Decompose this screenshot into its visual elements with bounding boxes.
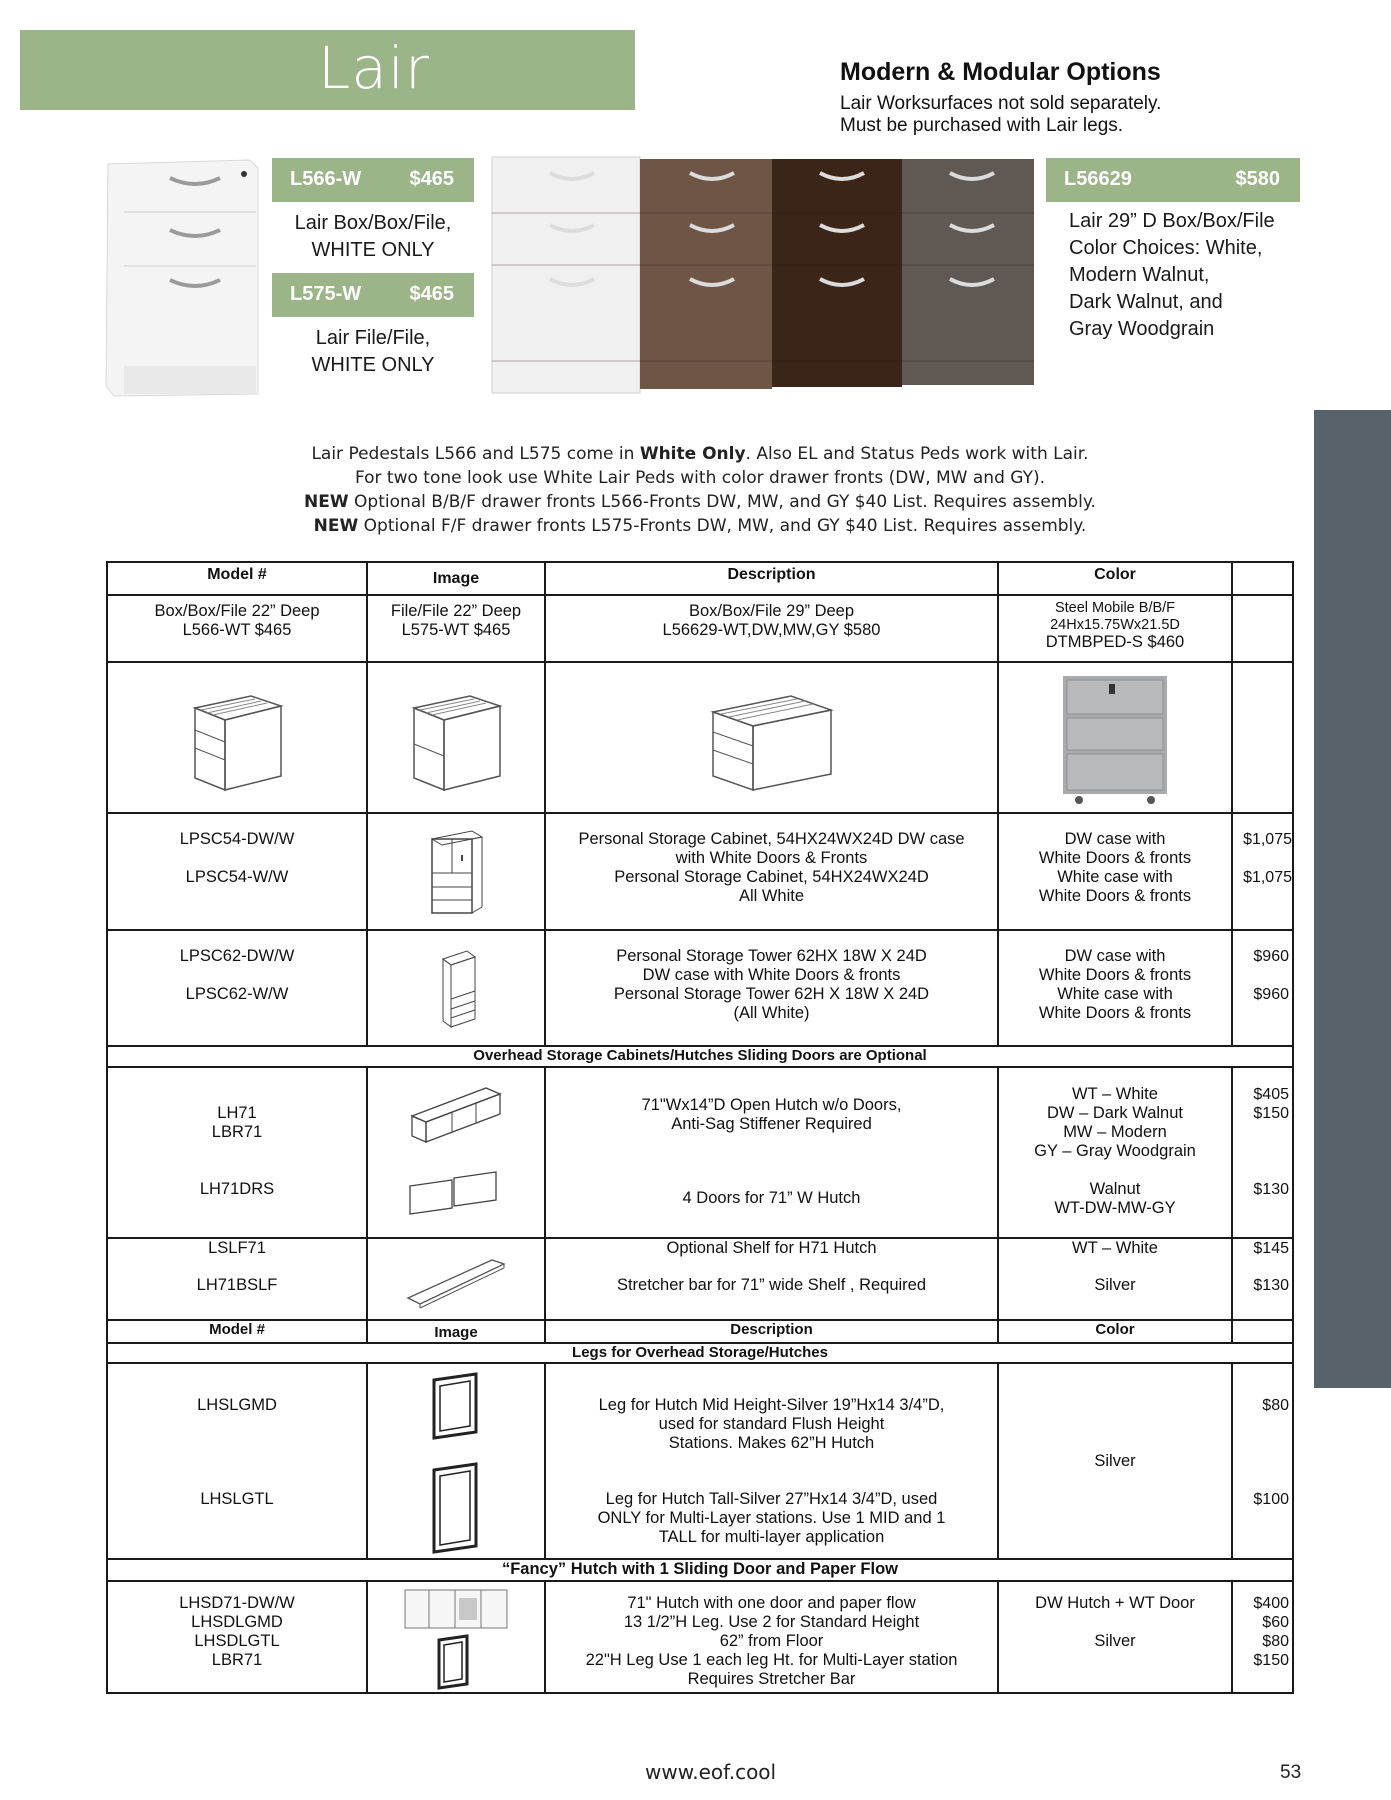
description-line: DW case with White Doors & fronts xyxy=(642,966,901,984)
description-line: Requires Stretcher Bar xyxy=(687,1670,856,1688)
description-line: 71"Wx14”D Open Hutch w/o Doors, xyxy=(641,1096,902,1114)
model-number: LHSD71-DW/W xyxy=(179,1594,295,1612)
ped-cell-1 xyxy=(107,595,367,662)
model-number: LBR71 xyxy=(211,1123,263,1141)
image-cell xyxy=(367,662,545,813)
price-value: $1,075 xyxy=(1243,869,1292,886)
price-cell xyxy=(1232,1238,1293,1320)
model-number: LHSLGMD xyxy=(197,1396,277,1414)
header-color: Color xyxy=(998,562,1232,595)
color-line: Silver xyxy=(1094,1632,1136,1650)
color-cell xyxy=(998,1581,1232,1693)
price-cell xyxy=(1232,1581,1293,1693)
color-line: Walnut xyxy=(1089,1180,1141,1198)
header-price xyxy=(1232,562,1293,595)
description-line: 13 1/2”H Leg. Use 2 for Standard Height xyxy=(623,1613,920,1631)
price-value: $130 xyxy=(1253,1181,1289,1198)
color-line: White case with xyxy=(1057,868,1173,886)
description-line: Personal Storage Tower 62H X 18W X 24D xyxy=(613,985,930,1003)
header-description: Description xyxy=(545,1320,998,1343)
color-line: MW – Modern xyxy=(1063,1123,1167,1141)
color-line: Silver xyxy=(1094,1276,1136,1294)
price-value: $60 xyxy=(1262,1614,1289,1631)
description-cell xyxy=(545,930,998,1046)
description-line: Optional Shelf for H71 Hutch xyxy=(666,1239,877,1257)
product-desc-line: WHITE ONLY xyxy=(311,354,435,376)
ped-cell-3 xyxy=(545,595,998,662)
product-desc-line: Gray Woodgrain xyxy=(1069,318,1215,340)
model-cell xyxy=(107,1363,367,1559)
model-number: LBR71 xyxy=(211,1651,263,1669)
cell-line: File/File 22” Deep xyxy=(390,602,522,620)
product-desc-line: Lair Box/Box/File, xyxy=(294,212,452,234)
model-number: LHSDLGTL xyxy=(194,1632,280,1650)
color-line: White case with xyxy=(1057,985,1173,1003)
color-line: GY – Gray Woodgrain xyxy=(1034,1142,1196,1160)
section-band-row xyxy=(107,1559,1293,1581)
table-header-row xyxy=(107,1320,1293,1343)
section-band-row xyxy=(107,1343,1293,1363)
image-cell xyxy=(545,662,998,813)
price-value: $150 xyxy=(1253,1652,1289,1669)
description-line: Anti-Sag Stiffener Required xyxy=(671,1115,872,1133)
options-line-1: Lair Worksurfaces not sold separately. xyxy=(840,93,1162,114)
product-desc-line: Modern Walnut, xyxy=(1069,264,1210,286)
product-code-l575: L575-W xyxy=(290,283,362,305)
cell-line: 24Hx15.75Wx21.5D xyxy=(1050,617,1180,633)
product-code-l56629: L56629 xyxy=(1064,168,1132,190)
options-heading: Modern & Modular Options xyxy=(840,58,1161,86)
model-cell xyxy=(107,930,367,1046)
price-bar-l56629 xyxy=(1046,158,1300,202)
model-number: LH71BSLF xyxy=(196,1276,278,1294)
color-line: White Doors & fronts xyxy=(1038,849,1192,867)
description-line: Stations. Makes 62”H Hutch xyxy=(668,1434,875,1452)
product-price-l575: $465 xyxy=(409,283,454,305)
file-file-drawing xyxy=(408,690,504,794)
intro-text: Optional F/F drawer fronts L575-Fronts DW, MW, and GY $40 List. Requires assembly. xyxy=(358,516,1087,536)
box-box-file-drawing xyxy=(189,690,285,794)
page-title: Lair xyxy=(318,34,430,102)
color-line: WT-DW-MW-GY xyxy=(1054,1199,1176,1217)
table-row xyxy=(107,1238,1293,1320)
table-row xyxy=(107,930,1293,1046)
product-desc-l575 xyxy=(272,325,474,379)
model-number: LH71DRS xyxy=(199,1180,275,1198)
price-value: $130 xyxy=(1253,1277,1289,1294)
options-line-2: Must be purchased with Lair legs. xyxy=(840,115,1124,136)
fancy-hutch-drawing xyxy=(401,1584,511,1692)
model-cell xyxy=(107,1581,367,1693)
cell-line: L566-WT $465 xyxy=(182,621,292,639)
table-row-images xyxy=(107,662,1293,813)
cell-line: L56629-WT,DW,MW,GY $580 xyxy=(662,621,881,639)
price-bar-l575 xyxy=(272,273,474,317)
product-desc-line: Color Choices: White, xyxy=(1069,237,1263,259)
price-value: $80 xyxy=(1262,1633,1289,1650)
product-desc-l566 xyxy=(272,210,474,264)
description-cell xyxy=(545,1363,998,1559)
description-line: Leg for Hutch Tall-Silver 27”Hx14 3/4”D, used xyxy=(605,1490,938,1508)
description-line: with White Doors & Fronts xyxy=(675,849,868,867)
deep-box-box-file-drawing xyxy=(707,690,837,794)
fancy-hutch-band: “Fancy” Hutch with 1 Sliding Door and Paper Flow xyxy=(107,1559,1293,1581)
model-number: LPSC62-DW/W xyxy=(179,947,295,965)
hutch-and-doors-drawing xyxy=(406,1068,506,1228)
model-number: LPSC54-W/W xyxy=(185,868,289,886)
white-pedestal-photo xyxy=(100,156,262,402)
color-cell xyxy=(998,1067,1232,1238)
color-pedestals-photo xyxy=(490,155,1042,400)
description-line: Leg for Hutch Mid Height-Silver 19”Hx14 3/4”D, xyxy=(598,1396,945,1414)
product-desc-line: Lair File/File, xyxy=(315,327,431,349)
intro-text: . Also EL and Status Peds work with Lair. xyxy=(745,444,1089,464)
header-color: Color xyxy=(998,1320,1232,1343)
legs-band: Legs for Overhead Storage/Hutches xyxy=(107,1343,1293,1363)
description-line: used for standard Flush Height xyxy=(658,1415,885,1433)
price-cell xyxy=(1232,1363,1293,1559)
price-table xyxy=(106,561,1294,1694)
color-line: WT – White xyxy=(1072,1239,1158,1257)
product-desc-line: WHITE ONLY xyxy=(311,239,435,261)
table-row xyxy=(107,1363,1293,1559)
model-number: LHSDLGMD xyxy=(191,1613,283,1631)
color-cell xyxy=(998,1238,1232,1320)
model-cell xyxy=(107,813,367,930)
color-cell xyxy=(998,1363,1232,1559)
intro-line-4 xyxy=(110,516,1290,536)
model-cell xyxy=(107,1067,367,1238)
color-line: White Doors & fronts xyxy=(1038,966,1192,984)
image-cell xyxy=(367,1238,545,1320)
color-cell xyxy=(998,813,1232,930)
price-cell xyxy=(1232,930,1293,1046)
model-number: LPSC62-W/W xyxy=(185,985,289,1003)
intro-line-2: For two tone look use White Lair Peds with color drawer fronts (DW, MW and GY). xyxy=(354,468,1046,488)
price-value: $100 xyxy=(1253,1491,1289,1508)
empty-cell xyxy=(1232,662,1293,813)
side-tab-bar xyxy=(1314,410,1391,1388)
header-description: Description xyxy=(545,562,998,595)
new-label: NEW xyxy=(313,516,359,536)
price-value: $1,075 xyxy=(1243,831,1292,848)
image-cell xyxy=(367,1581,545,1693)
title-band xyxy=(20,30,635,110)
price-value: $960 xyxy=(1253,986,1289,1003)
page-number: 53 xyxy=(1280,1762,1302,1783)
description-cell xyxy=(545,1581,998,1693)
price-value: $400 xyxy=(1253,1595,1289,1612)
description-line: Personal Storage Tower 62HX 18W X 24D xyxy=(616,947,927,965)
image-cell xyxy=(367,1067,545,1238)
header-model: Model # xyxy=(107,1320,367,1343)
color-line: DW case with xyxy=(1064,947,1166,965)
image-cell xyxy=(367,813,545,930)
price-cell xyxy=(1232,813,1293,930)
model-cell xyxy=(107,1238,367,1320)
ped-cell-2 xyxy=(367,595,545,662)
new-label: NEW xyxy=(304,492,349,512)
description-cell xyxy=(545,1067,998,1238)
description-line: 62” from Floor xyxy=(719,1632,824,1650)
steel-mobile-pedestal-photo xyxy=(1055,672,1175,808)
description-line: ONLY for Multi-Layer stations. Use 1 MID and 1 xyxy=(597,1509,946,1527)
description-line: All White xyxy=(738,887,805,905)
price-value: $960 xyxy=(1253,948,1289,965)
hutch-legs-drawing xyxy=(426,1366,486,1556)
model-number: LH71 xyxy=(217,1104,257,1122)
header-model: Model # xyxy=(107,562,367,595)
ped-cell-4 xyxy=(998,595,1232,662)
price-bar-l566 xyxy=(272,158,474,202)
product-desc-line: Lair 29” D Box/Box/File xyxy=(1069,210,1275,232)
cell-line: Box/Box/File 22” Deep xyxy=(154,602,320,620)
color-line: Silver xyxy=(1094,1451,1136,1470)
color-cell xyxy=(998,930,1232,1046)
table-row xyxy=(107,1067,1293,1238)
intro-line-3 xyxy=(110,492,1290,512)
description-line: 71" Hutch with one door and paper flow xyxy=(627,1594,916,1612)
description-cell xyxy=(545,1238,998,1320)
image-cell xyxy=(998,662,1232,813)
cell-line: Box/Box/File 29” Deep xyxy=(688,602,855,620)
table-header-row xyxy=(107,562,1293,595)
product-price-l56629: $580 xyxy=(1235,168,1280,190)
shelf-drawing xyxy=(404,1252,508,1312)
color-line: White Doors & fronts xyxy=(1038,1004,1192,1022)
product-price-l566: $465 xyxy=(409,168,454,190)
model-number: LHSLGTL xyxy=(200,1490,274,1508)
product-desc-line: Dark Walnut, and xyxy=(1069,291,1223,313)
price-value: $145 xyxy=(1253,1240,1289,1257)
intro-text: Lair Pedestals L566 and L575 come in xyxy=(311,444,640,464)
cell-line: L575-WT $465 xyxy=(401,621,511,639)
image-cell xyxy=(107,662,367,813)
table-row xyxy=(107,595,1293,662)
empty-cell xyxy=(1232,595,1293,662)
description-line: Personal Storage Cabinet, 54HX24WX24D xyxy=(614,868,929,886)
intro-text: Optional B/B/F drawer fronts L566-Fronts DW, MW, and GY $40 List. Requires assembly. xyxy=(348,492,1096,512)
color-line: WT – White xyxy=(1072,1085,1158,1103)
cell-line: DTMBPED-S $460 xyxy=(1045,633,1185,651)
section-band-row xyxy=(107,1046,1293,1067)
color-line: DW Hutch + WT Door xyxy=(1035,1594,1195,1612)
table-row xyxy=(107,813,1293,930)
color-line: DW case with xyxy=(1064,830,1166,848)
overhead-storage-band: Overhead Storage Cabinets/Hutches Sliding Doors are Optional xyxy=(107,1046,1293,1067)
storage-cabinet-drawing xyxy=(426,827,486,917)
description-cell xyxy=(545,813,998,930)
intro-line-1 xyxy=(110,444,1290,464)
product-desc-l56629 xyxy=(1069,208,1299,343)
price-value: $405 xyxy=(1253,1086,1289,1103)
description-line: Stretcher bar for 71” wide Shelf , Required xyxy=(616,1276,927,1294)
color-line: DW – Dark Walnut xyxy=(1047,1104,1183,1122)
description-line: 4 Doors for 71” W Hutch xyxy=(682,1189,861,1207)
description-line: 22"H Leg Use 1 each leg Ht. for Multi-Layer station xyxy=(585,1651,958,1669)
price-cell xyxy=(1232,1067,1293,1238)
header-image: Image xyxy=(367,562,545,595)
header-price xyxy=(1232,1320,1293,1343)
cell-line: Steel Mobile B/B/F xyxy=(1054,600,1176,616)
color-line: White Doors & fronts xyxy=(1038,887,1192,905)
footer-url[interactable]: www.eof.cool xyxy=(645,1760,777,1784)
price-value: $150 xyxy=(1253,1105,1289,1122)
product-code-l566: L566-W xyxy=(290,168,362,190)
model-number: LPSC54-DW/W xyxy=(179,830,295,848)
model-number: LSLF71 xyxy=(208,1239,266,1257)
intro-emphasis: White Only xyxy=(639,444,746,464)
table-row xyxy=(107,1581,1293,1693)
description-line: Personal Storage Cabinet, 54HX24WX24D DW case xyxy=(578,830,965,848)
storage-tower-drawing xyxy=(431,945,481,1031)
image-cell xyxy=(367,930,545,1046)
description-line: (All White) xyxy=(733,1004,810,1022)
description-line: TALL for multi-layer application xyxy=(658,1528,885,1546)
price-value: $80 xyxy=(1262,1397,1289,1414)
header-image: Image xyxy=(367,1320,545,1343)
image-cell xyxy=(367,1363,545,1559)
